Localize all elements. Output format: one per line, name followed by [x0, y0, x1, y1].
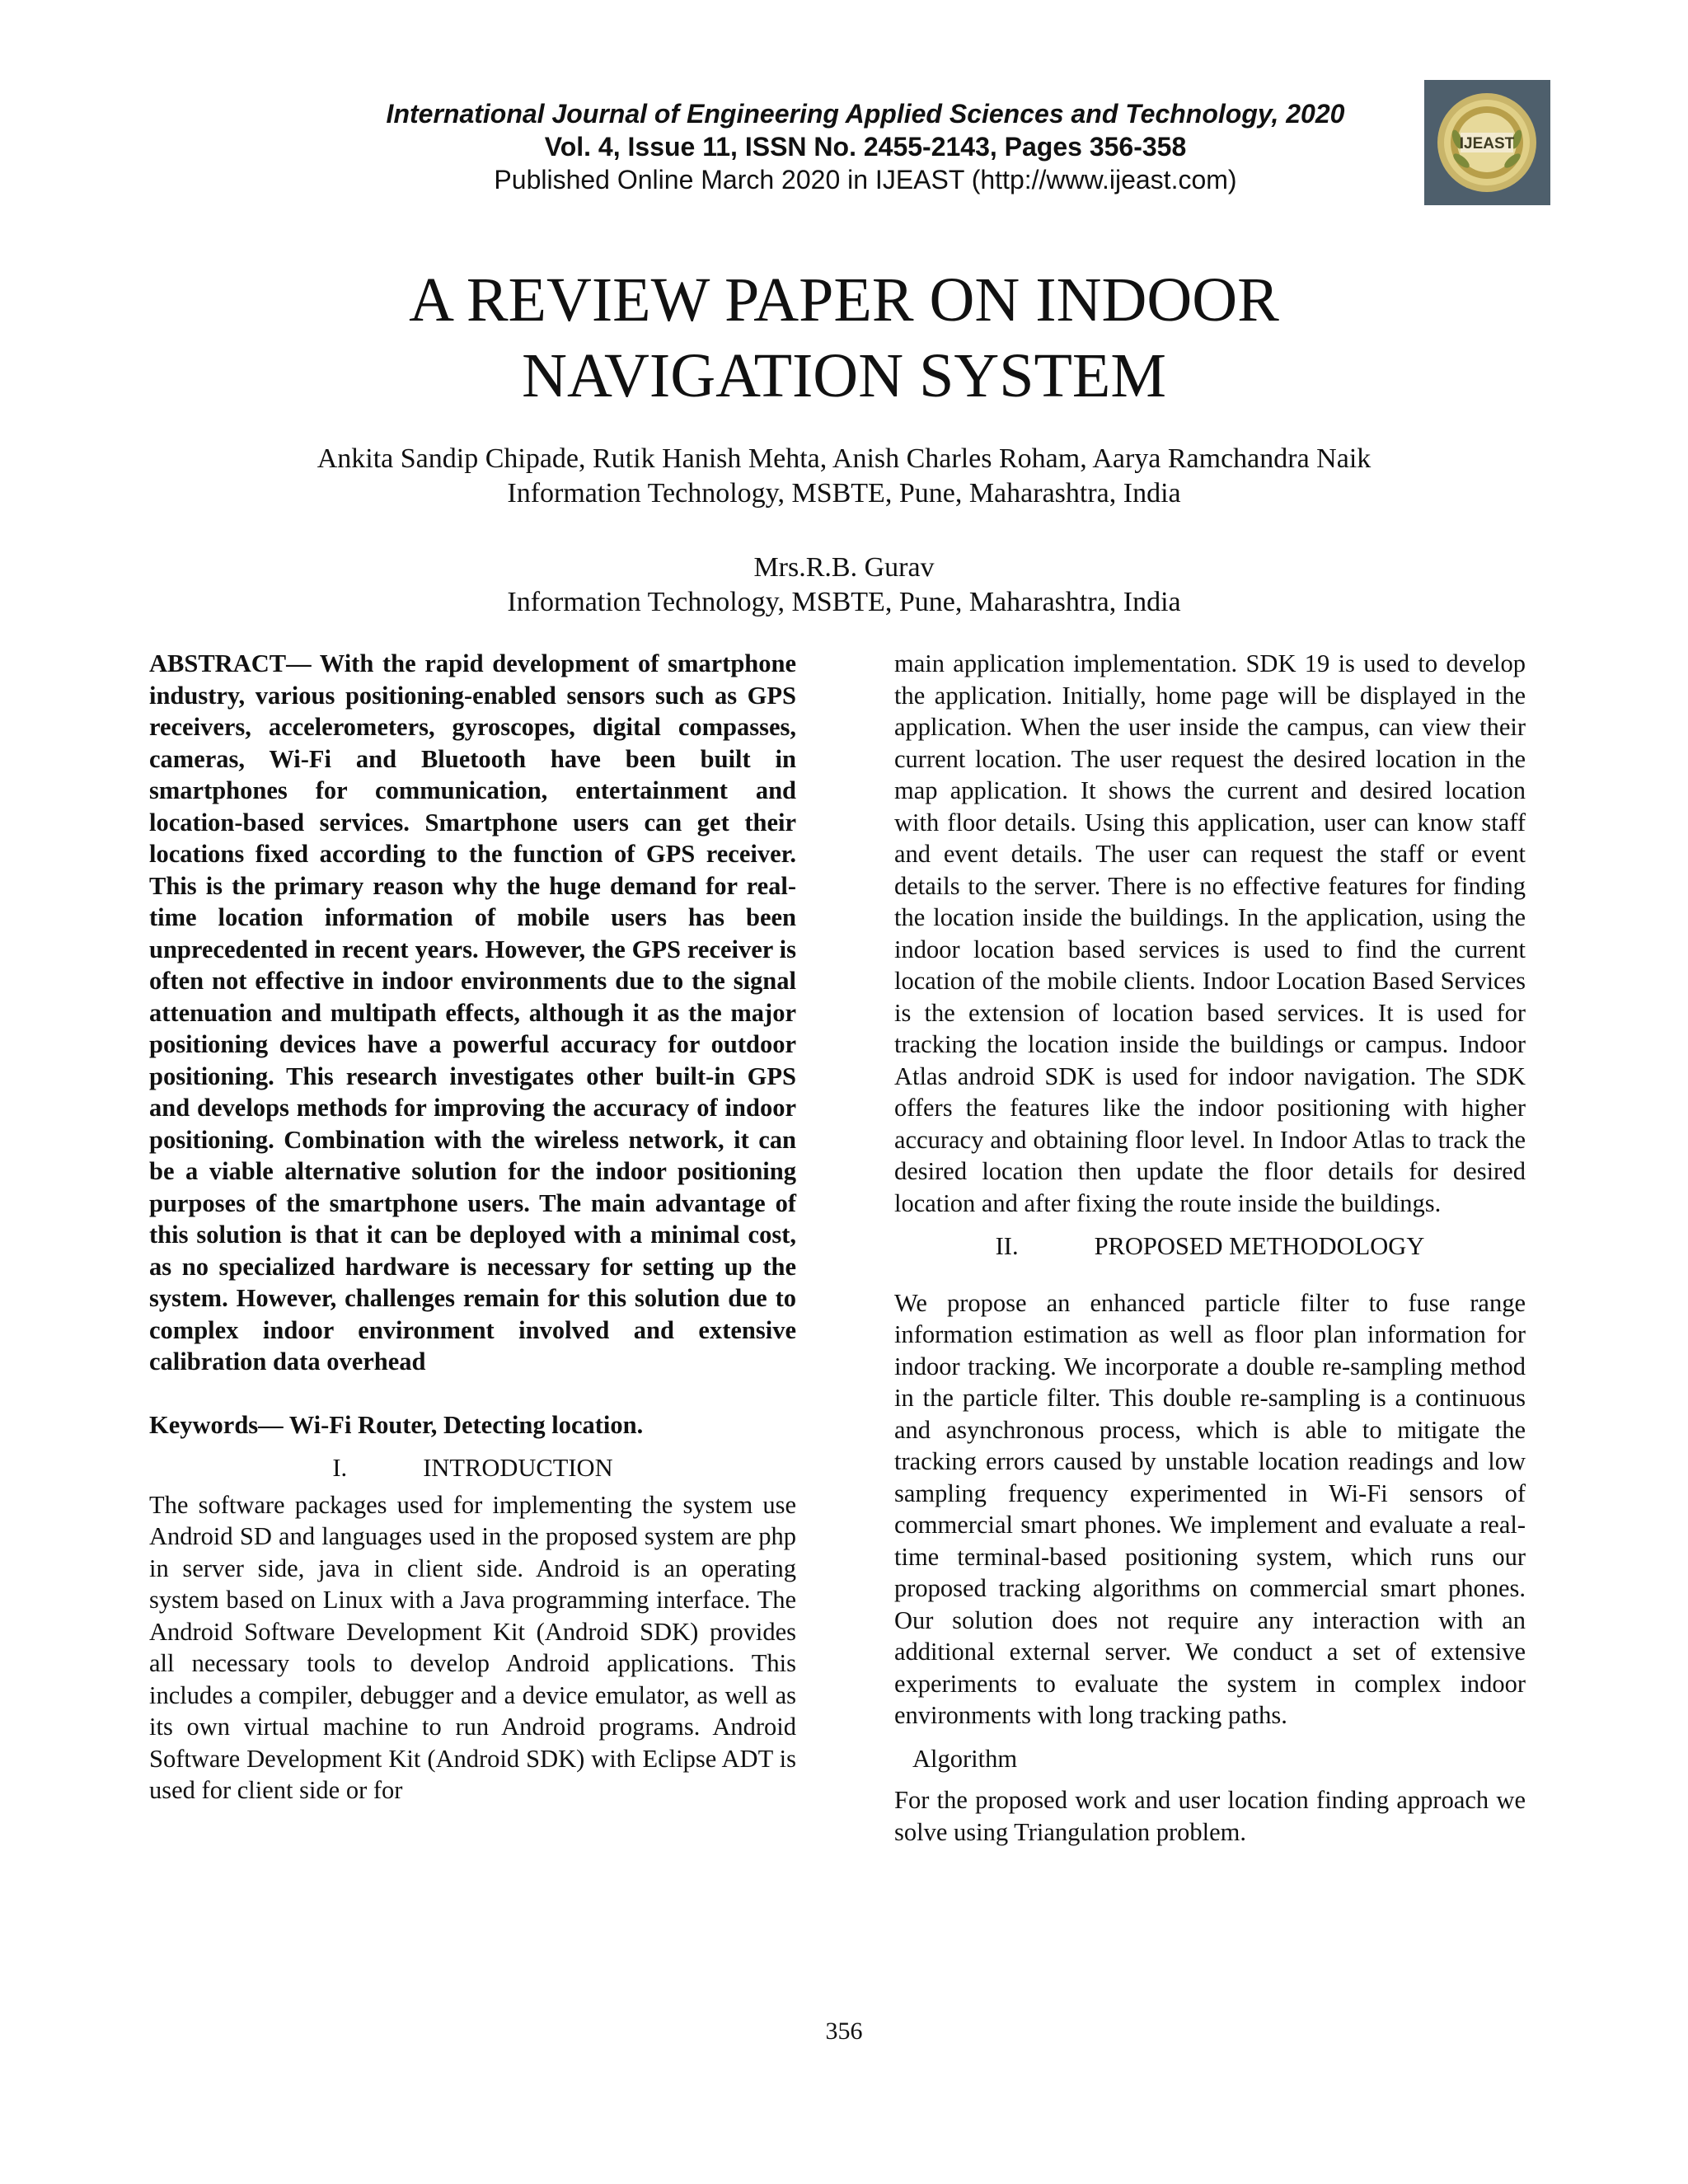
introduction-continued-paragraph: main application implementation. SDK 19 is used to develop the application. Initially, home page will be displayed in the application. When the user inside the campus, can view their current location. The user request the desired location in the map application. It shows the current and desired location with floor details. Using this application, user can know staff and event details. The user can request the staff or event details to the server. There is no effective features for finding the location inside the buildings. In the application, using the indoor location based services is used to find the current location of the mobile clients. Indoor Location Based Services is the extension of location based services. It is used for tracking the location inside the buildings or campus. Indoor Atlas android SDK is used for indoor navigation. The SDK offers the features like the indoor positioning with higher accuracy and obtaining floor level. In Indoor Atlas to track the desired location then update the floor details for desired location and after fixing the route inside the buildings.: [894, 649, 1526, 1217]
methodology-paragraph: We propose an enhanced particle filter to fuse range information estimation as well as floor plan information for indoor tracking. We incorporate a double re-sampling method in the particle filter. This double re-sampling is a continuous and asynchronous process, which is able to mitigate the tracking errors caused by unstable location readings and low sampling frequency experimented in Wi-Fi sensors of commercial smart phones. We implement and evaluate a real-time terminal-based positioning system, which runs our proposed tracking algorithms on commercial smart phones. Our solution does not require any interaction with an additional external server. We conduct a set of extensive experiments to evaluate the system in complex indoor environments with long tracking paths.: [894, 1288, 1526, 1729]
algorithm-heading: Algorithm: [912, 1744, 1018, 1773]
author-block: [165, 442, 1523, 511]
guide-block: [165, 551, 1523, 620]
page-number: 356: [825, 2018, 863, 2045]
section-title: PROPOSED METHODOLOGY: [1094, 1232, 1425, 1260]
algorithm-paragraph: For the proposed work and user location finding approach we solve using Triangulation problem.: [894, 1786, 1526, 1846]
author-affiliation: Information Technology, MSBTE, Pune, Maharashtra, India: [507, 478, 1181, 509]
journal-volume: Vol. 4, Issue 11, ISSN No. 2455-2143, Pages 356-358: [544, 132, 1187, 162]
logo-text: IJEAST: [1459, 135, 1515, 152]
guide-affiliation: Information Technology, MSBTE, Pune, Maharashtra, India: [507, 587, 1181, 617]
guide-name: Mrs.R.B. Gurav: [753, 552, 935, 583]
section-number: II.: [995, 1232, 1019, 1260]
paper-title: [206, 262, 1482, 414]
title-line-1: A REVIEW PAPER ON INDOOR: [409, 265, 1279, 335]
section-heading-introduction: [149, 1452, 796, 1484]
ijeast-logo: [1424, 80, 1550, 205]
section-title: INTRODUCTION: [423, 1454, 613, 1482]
left-column: [149, 648, 796, 1807]
section-heading-methodology: [894, 1230, 1526, 1263]
section-number: I.: [332, 1454, 348, 1482]
introduction-paragraph: The software packages used for implementing the system use Android SD and languages used in the proposed system are php in server side, java in client side. Android is an operating system based on Linux with a Java programming interface. The Android Software Development Kit (Android SDK) provides all necessary tools to develop Android applications. This includes a compiler, debugger and a device emulator, as well as its own virtual machine to run Android programs. Android Software Development Kit (Android SDK) with Eclipse ADT is used for client side or for: [149, 1490, 796, 1804]
title-line-2: NAVIGATION SYSTEM: [522, 341, 1166, 410]
abstract: ABSTRACT— With the rapid development of smartphone industry, various positioning-enabled sensors such as GPS receivers, accelerometers, gyroscopes, digital compasses, cameras, Wi-Fi and Bluetooth have been built in smartphones for communication, entertainment and location-based services. Smartphone users can get their locations fixed according to the function of GPS receiver. This is the primary reason why the huge demand for real-time location information of mobile users has been unprecedented in recent years. However, the GPS receiver is often not effective in indoor environments due to the signal attenuation and multipath effects, although it as the major positioning devices have a powerful accuracy for outdoor positioning. This research investigates other built-in GPS and develops methods for improving the accuracy of indoor positioning. Combination with the wireless network, it can be a viable alternative solution for the indoor positioning purposes of the smartphone users. The main advantage of this solution is that it can be deployed with a minimal cost, as no specialized hardware is necessary for setting up the system. However, challenges remain for this solution due to complex indoor environment involved and extensive calibration data overhead: [149, 649, 796, 1376]
author-names: Ankita Sandip Chipade, Rutik Hanish Mehta, Anish Charles Roham, Aarya Ramchandra Naik: [316, 443, 1372, 474]
journal-published: Published Online March 2020 in IJEAST (http://www.ijeast.com): [494, 165, 1237, 194]
journal-header: [330, 97, 1401, 196]
keywords: Keywords— Wi-Fi Router, Detecting location.: [149, 1410, 644, 1439]
right-column: [894, 648, 1526, 1848]
journal-name: International Journal of Engineering Applied Sciences and Technology, 2020: [386, 99, 1345, 129]
